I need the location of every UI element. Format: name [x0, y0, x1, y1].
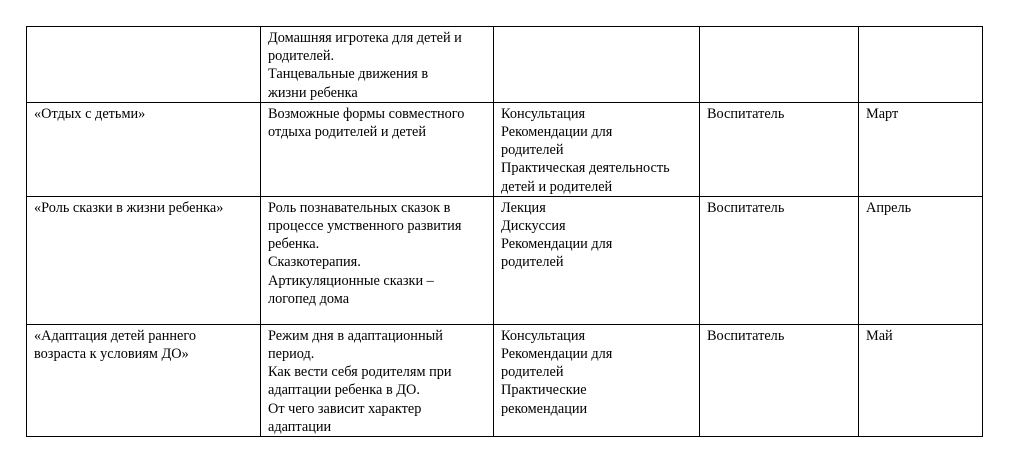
month-cell [859, 324, 983, 436]
cell-text-line: «Роль сказки в жизни ребенка» [34, 199, 224, 216]
cell-text-line: Сказкотерапия. [268, 254, 361, 271]
cell-text-line: Воспитатель [707, 105, 785, 122]
cell-text-line: Роль познавательных сказок в [268, 199, 451, 216]
cell-text-line: адаптации [268, 418, 332, 435]
cell-text-line: рекомендации [501, 400, 588, 417]
cell-text-line: родителей [501, 142, 564, 159]
cell-text-line: Март [866, 105, 899, 122]
cell-text-line: родителей [501, 364, 564, 381]
topic-cell [27, 27, 261, 103]
form-cell [494, 196, 700, 324]
cell-text-line: логопед дома [268, 290, 350, 307]
cell-text-line: Апрель [866, 199, 912, 216]
cell-text-line: отдыха родителей и детей [268, 124, 426, 141]
cell-text-line: Лекция [501, 199, 546, 216]
month-cell [859, 102, 983, 196]
form-cell [494, 324, 700, 436]
topic-cell [27, 324, 261, 436]
content-cell [261, 196, 494, 324]
cell-text-line: «Отдых с детьми» [34, 105, 146, 122]
cell-text-line: Артикуляционные сказки – [268, 272, 434, 289]
form-cell [494, 27, 700, 103]
cell-text-line: Домашняя игротека для детей и [268, 30, 462, 46]
table-row [27, 102, 983, 196]
cell-text-line: жизни ребенка [268, 84, 358, 101]
responsible-cell [700, 102, 859, 196]
topic-cell [27, 102, 261, 196]
responsible-cell [700, 196, 859, 324]
responsible-cell [700, 324, 859, 436]
cell-text-line: Как вести себя родителям при [268, 364, 452, 381]
month-cell [859, 196, 983, 324]
cell-text-line: Возможные формы совместного [268, 105, 465, 122]
cell-text-line: Май [866, 327, 893, 344]
cell-text-line: Режим дня в адаптационный [268, 327, 443, 344]
table-row [27, 27, 983, 103]
cell-text-line: возраста к условиям ДО» [34, 346, 189, 363]
table-row [27, 196, 983, 324]
content-cell [261, 27, 494, 103]
cell-text-line: Танцевальные движения в [268, 66, 429, 83]
responsible-cell [700, 27, 859, 103]
cell-text-line: Дискуссия [501, 218, 566, 235]
cell-text-line: Консультация [501, 105, 586, 122]
cell-text-line: детей и родителей [501, 178, 613, 195]
cell-text-line: ребенка. [268, 236, 320, 253]
cell-text-line: Воспитатель [707, 327, 785, 344]
topic-cell [27, 196, 261, 324]
content-cell [261, 324, 494, 436]
cell-text-line: Воспитатель [707, 199, 785, 216]
cell-text-line: Консультация [501, 327, 586, 344]
cell-text-line: Практические [501, 382, 587, 399]
cell-text-line: родителей. [268, 48, 335, 65]
cell-text-line: родителей [501, 254, 564, 271]
event-plan-table [26, 26, 983, 437]
table-body [27, 27, 983, 437]
cell-text-line: Практическая деятельность [501, 160, 670, 177]
month-cell [859, 27, 983, 103]
cell-text-line: процессе умственного развития [268, 218, 462, 235]
cell-text-line: Рекомендации для [501, 346, 613, 363]
cell-text-line: «Адаптация детей раннего [34, 327, 197, 344]
table-row [27, 324, 983, 436]
form-cell [494, 102, 700, 196]
cell-text-line: адаптации ребенка в ДО. [268, 382, 420, 399]
cell-text-line: Рекомендации для [501, 236, 613, 253]
cell-text-line: От чего зависит характер [268, 400, 422, 417]
cell-text-line: Рекомендации для [501, 124, 613, 141]
cell-text-line: период. [268, 346, 315, 363]
content-cell [261, 102, 494, 196]
